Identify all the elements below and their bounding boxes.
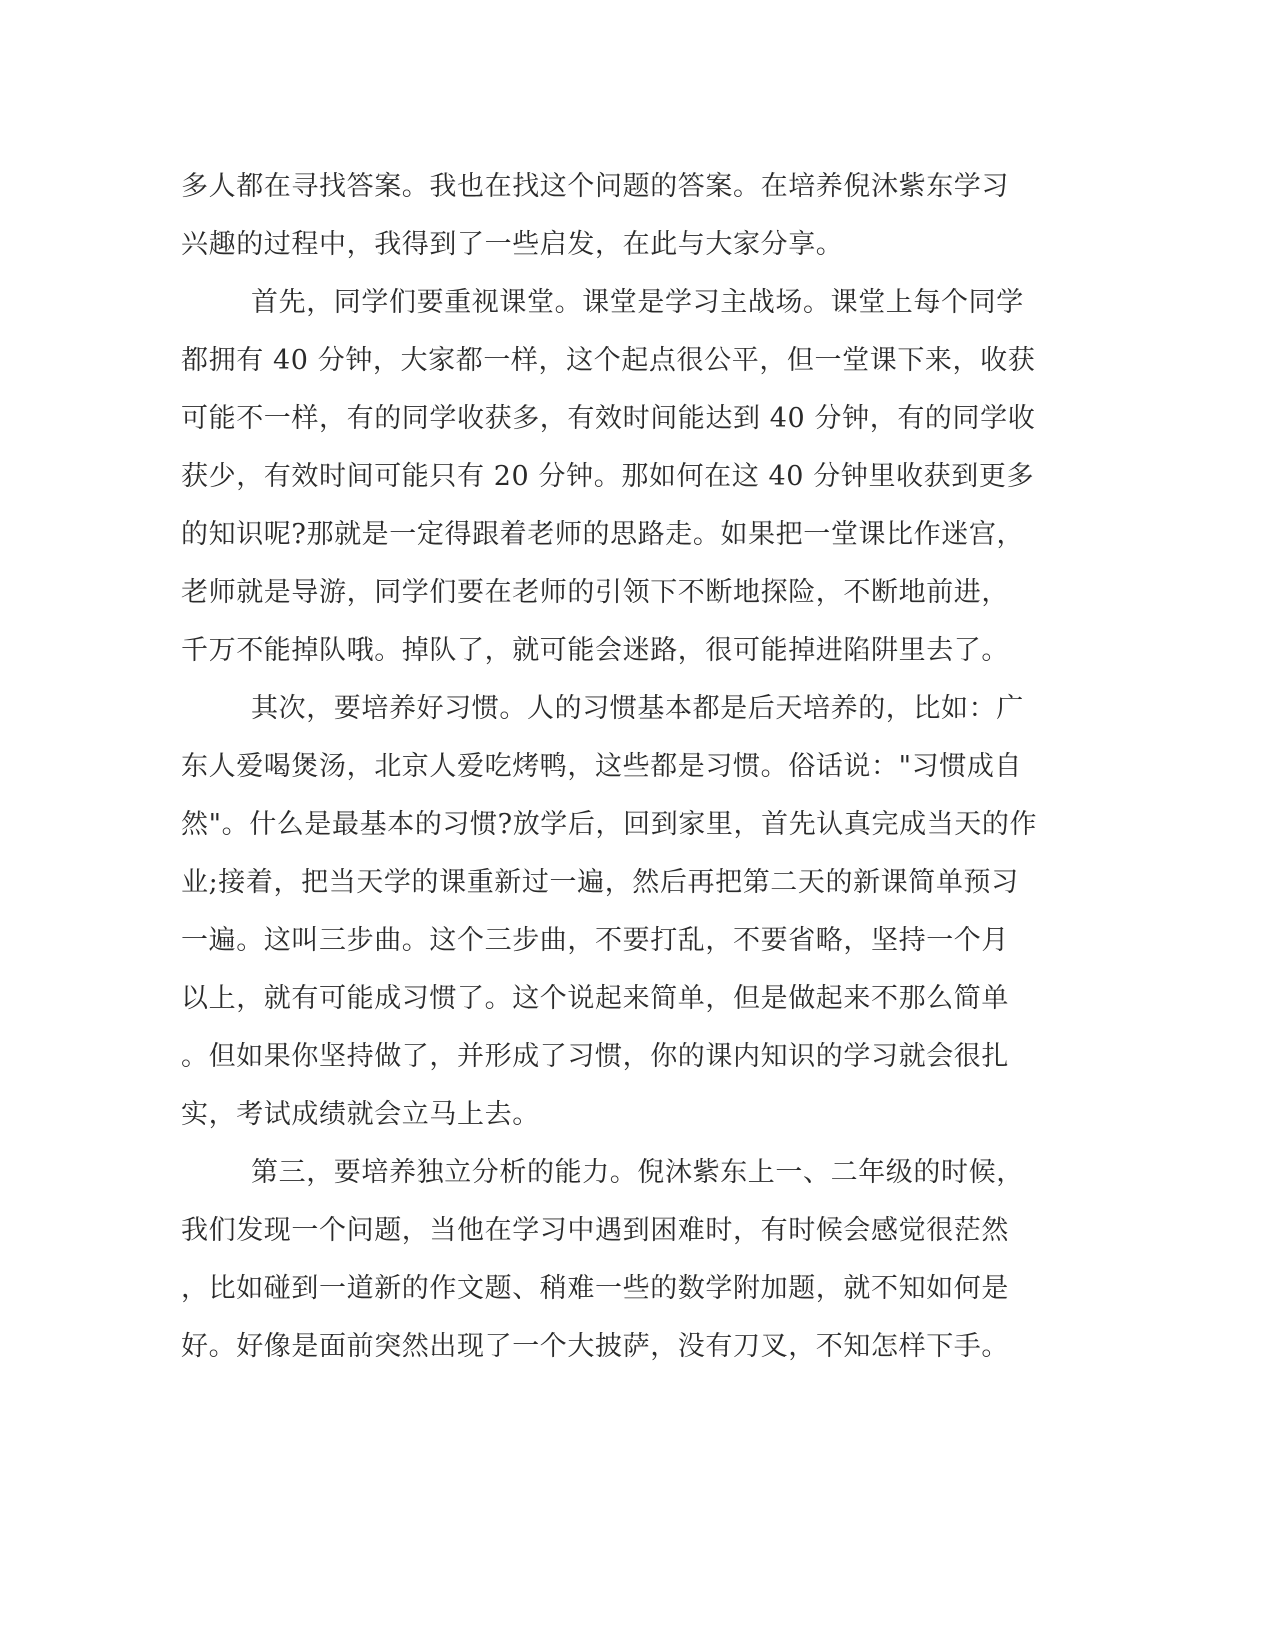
text-line: 获少，有效时间可能只有 20 分钟。那如何在这 40 分钟里收获到更多	[181, 461, 1035, 492]
text-line: 实，考试成绩就会立马上去。	[181, 1099, 540, 1130]
paragraph-first-line: 其次，要培养好习惯。人的习惯基本都是后天培养的，比如：广	[251, 693, 1024, 724]
paragraph-first-line: 第三，要培养独立分析的能力。倪沐紫东上一、二年级的时候，	[251, 1157, 1024, 1188]
text-line: 好。好像是面前突然出现了一个大披萨，没有刀叉，不知怎样下手。	[181, 1331, 1009, 1362]
text-line: ，比如碰到一道新的作文题、稍难一些的数学附加题，就不知如何是	[181, 1273, 1009, 1304]
text-line: 都拥有 40 分钟，大家都一样，这个起点很公平，但一堂课下来，收获	[181, 345, 1036, 376]
text-line: 老师就是导游，同学们要在老师的引领下不断地探险，不断地前进，	[181, 577, 1009, 608]
text-line: 千万不能掉队哦。掉队了，就可能会迷路，很可能掉进陷阱里去了。	[181, 635, 1009, 666]
text-line: 然"。什么是最基本的习惯?放学后，回到家里，首先认真完成当天的作	[181, 809, 1038, 840]
text-line: 的知识呢?那就是一定得跟着老师的思路走。如果把一堂课比作迷宫，	[181, 519, 1025, 550]
text-line: 。但如果你坚持做了，并形成了习惯，你的课内知识的学习就会很扎	[181, 1041, 1009, 1072]
text-line: 兴趣的过程中，我得到了一些启发，在此与大家分享。	[181, 229, 844, 260]
text-line: 以上，就有可能成习惯了。这个说起来简单，但是做起来不那么简单	[181, 983, 1009, 1014]
paragraph-first-line: 首先，同学们要重视课堂。课堂是学习主战场。课堂上每个同学	[251, 287, 1024, 318]
text-line: 我们发现一个问题，当他在学习中遇到困难时，有时候会感觉很茫然	[181, 1215, 1009, 1246]
body-text	[181, 158, 1041, 1376]
text-line: 多人都在寻找答案。我也在找这个问题的答案。在培养倪沐紫东学习	[181, 171, 1009, 202]
text-line: 一遍。这叫三步曲。这个三步曲，不要打乱，不要省略，坚持一个月	[181, 925, 1009, 956]
text-line: 可能不一样，有的同学收获多，有效时间能达到 40 分钟，有的同学收	[181, 403, 1036, 434]
text-line: 东人爱喝煲汤，北京人爱吃烤鸭，这些都是习惯。俗话说："习惯成自	[181, 751, 1023, 782]
text-line: 业;接着，把当天学的课重新过一遍，然后再把第二天的新课简单预习	[181, 867, 1019, 898]
